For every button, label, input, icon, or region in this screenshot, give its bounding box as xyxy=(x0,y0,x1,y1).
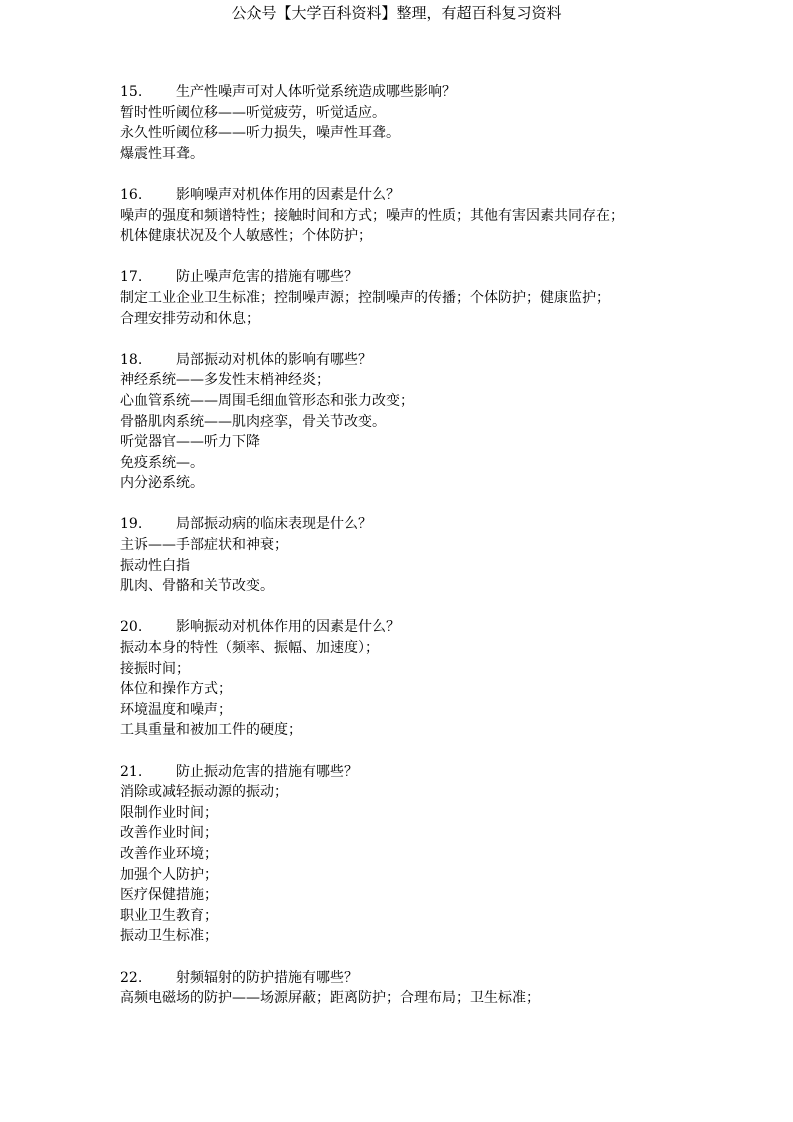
question-number: 21. xyxy=(120,763,143,780)
answer-line: 主诉——手部症状和神衰； xyxy=(120,537,288,554)
answer-line: 制定工业企业卫生标准；控制噪声源；控制噪声的传播；个体防护；健康监护； xyxy=(120,289,610,306)
question-number: 18. xyxy=(120,351,143,368)
question-number: 20. xyxy=(120,619,143,636)
answer-line: 机体健康状况及个人敏感性；个体防护； xyxy=(120,228,372,245)
question-text: 防止噪声危害的措施有哪些？ xyxy=(176,269,358,286)
qa-block-20 xyxy=(120,617,740,741)
qa-block-19 xyxy=(120,514,740,596)
answer-line: 振动性白指 xyxy=(120,557,190,574)
answer-line: 内分泌系统。 xyxy=(120,475,204,492)
answer-line: 限制作业时间； xyxy=(120,804,218,821)
answer-line: 肌肉、骨骼和关节改变。 xyxy=(120,578,274,595)
document-body xyxy=(120,82,740,1029)
answer-line: 环境温度和噪声； xyxy=(120,701,232,718)
answer-line: 暂时性听阈位移——听觉疲劳，听觉适应。 xyxy=(120,104,386,121)
answer-line: 医疗保健措施； xyxy=(120,887,218,904)
question-number: 15. xyxy=(120,84,143,100)
question-text: 局部振动对机体的影响有哪些？ xyxy=(176,351,372,368)
answer-line: 合理安排劳动和休息； xyxy=(120,310,260,327)
answer-line: 工具重量和被加工件的硬度； xyxy=(120,722,302,739)
question-text: 影响振动对机体作用的因素是什么？ xyxy=(176,619,400,636)
question-line xyxy=(120,762,740,783)
question-number: 16. xyxy=(120,186,143,203)
answer-line: 高频电磁场的防护——场源屏蔽；距离防护；合理布局；卫生标准； xyxy=(120,990,540,1007)
answer-line: 振动卫生标准； xyxy=(120,928,218,945)
qa-block-17 xyxy=(120,267,740,329)
qa-block-22 xyxy=(120,968,740,1009)
question-line xyxy=(120,267,740,288)
question-text: 生产性噪声可对人体听觉系统造成哪些影响？ xyxy=(176,84,456,100)
answer-line: 永久性听阈位移——听力损失，噪声性耳聋。 xyxy=(120,125,400,142)
answer-line: 心血管系统——周围毛细血管形态和张力改变； xyxy=(120,392,414,409)
question-line xyxy=(120,82,740,103)
question-text: 局部振动病的临床表现是什么？ xyxy=(176,516,372,533)
answer-line: 听觉器官——听力下降 xyxy=(120,434,260,451)
qa-block-18 xyxy=(120,350,740,494)
answer-line: 免疫系统—。 xyxy=(120,454,204,471)
answer-line: 骨骼肌肉系统——肌肉痉挛，骨关节改变。 xyxy=(120,413,386,430)
answer-line: 消除或减轻振动源的振动； xyxy=(120,784,288,801)
answer-line: 噪声的强度和频谱特性；接触时间和方式；噪声的性质；其他有害因素共同存在； xyxy=(120,207,624,224)
question-line xyxy=(120,350,740,371)
answer-line: 加强个人防护； xyxy=(120,866,218,883)
question-number: 19. xyxy=(120,516,143,533)
page-header: 公众号【大学百科资料】整理，有超百科复习资料 xyxy=(231,4,562,22)
answer-line: 改善作业环境； xyxy=(120,845,218,862)
question-number: 22. xyxy=(120,969,143,986)
answer-line: 职业卫生教育； xyxy=(120,907,218,924)
qa-block-15 xyxy=(120,82,740,164)
answer-line: 振动本身的特性（频率、振幅、加速度）； xyxy=(120,640,379,657)
answer-line: 神经系统——多发性末梢神经炎； xyxy=(120,372,330,389)
qa-block-21 xyxy=(120,762,740,947)
question-line xyxy=(120,968,740,989)
qa-block-16 xyxy=(120,185,740,247)
answer-line: 接振时间； xyxy=(120,660,190,677)
question-line xyxy=(120,185,740,206)
question-text: 影响噪声对机体作用的因素是什么？ xyxy=(176,186,400,203)
question-number: 17. xyxy=(120,269,143,286)
question-text: 射频辐射的防护措施有哪些？ xyxy=(176,969,358,986)
answer-line: 爆震性耳聋。 xyxy=(120,145,204,162)
answer-line: 体位和操作方式； xyxy=(120,681,232,698)
answer-line: 改善作业时间； xyxy=(120,825,218,842)
question-text: 防止振动危害的措施有哪些？ xyxy=(176,763,358,780)
question-line xyxy=(120,514,740,535)
question-line xyxy=(120,617,740,638)
